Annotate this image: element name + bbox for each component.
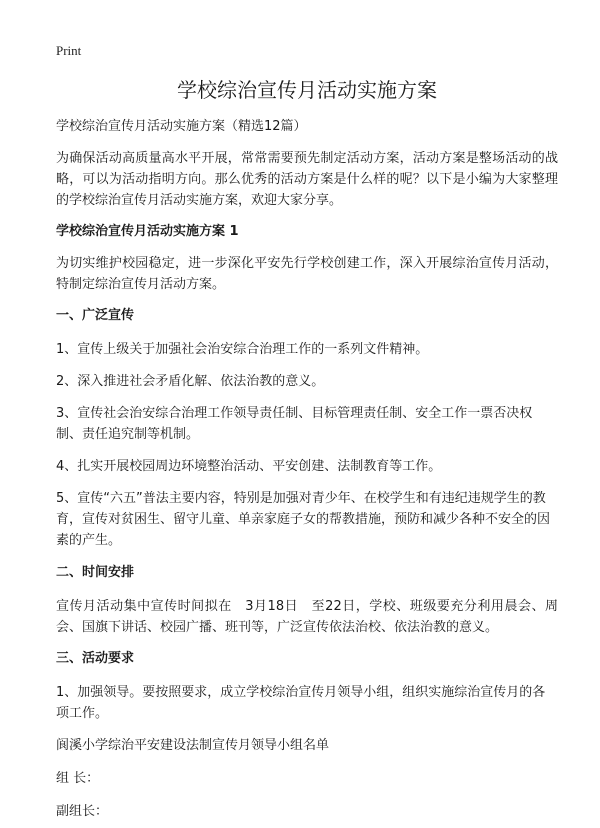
- print-label[interactable]: Print: [56, 43, 82, 58]
- role-leader: 组 长：: [56, 771, 100, 786]
- list-item: 1、宣传上级关于加强社会治安综合治理工作的一系列文件精神。: [56, 342, 429, 357]
- plan-heading: 学校综治宣传月活动实施方案 1: [56, 224, 239, 239]
- document-subtitle: 学校综治宣传月活动实施方案（精选12篇）: [56, 119, 307, 134]
- schedule-paragraph: 宣传月活动集中宣传时间拟在 3月18日 至22日，学校、班级要充分利用晨会、周会、国旗下讲话、校园广播、班刊等，广泛宣传依法治校、依法治教的意义。: [56, 599, 558, 635]
- section-title-publicity: 一、广泛宣传: [56, 308, 135, 323]
- section-title-schedule: 二、时间安排: [56, 565, 135, 580]
- document-title: 学校综治宣传月活动实施方案: [177, 78, 437, 102]
- plan-intro-paragraph: 为切实维护校园稳定，进一步深化平安先行学校创建工作，深入开展综治宣传月活动，特制定综治宣传月活动方案。: [56, 256, 558, 292]
- list-item: 2、深入推进社会矛盾化解、依法治教的意义。: [56, 374, 325, 389]
- list-item: 4、扎实开展校园周边环境整治活动、平安创建、法制教育等工作。: [56, 459, 442, 474]
- role-deputy-leader: 副组长：: [56, 804, 109, 819]
- list-item: 3、宣传社会治安综合治理工作领导责任制、目标管理责任制、安全工作一票否决权制、责任追究制等机制。: [56, 406, 533, 442]
- intro-paragraph: 为确保活动高质量高水平开展，常常需要预先制定活动方案，活动方案是整场活动的战略，可以为活动指明方向。那么优秀的活动方案是什么样的呢？以下是小编为大家整理的学校综治宣传月活动实施方案，欢迎大家分享。: [56, 151, 558, 208]
- section-title-requirements: 三、活动要求: [56, 651, 135, 666]
- list-item: 1、加强领导。要按照要求，成立学校综治宣传月领导小组，组织实施综治宣传月的各项工作。: [56, 685, 546, 721]
- list-item: 5、宣传“六五”普法主要内容，特别是加强对青少年、在校学生和有违纪违规学生的教育，宣传对贫困生、留守儿童、单亲家庭子女的帮教措施，预防和减少各种不安全的因素的产生。: [56, 491, 551, 548]
- leadership-list-title: 阆溪小学综治平安建设法制宣传月领导小组名单: [56, 738, 330, 753]
